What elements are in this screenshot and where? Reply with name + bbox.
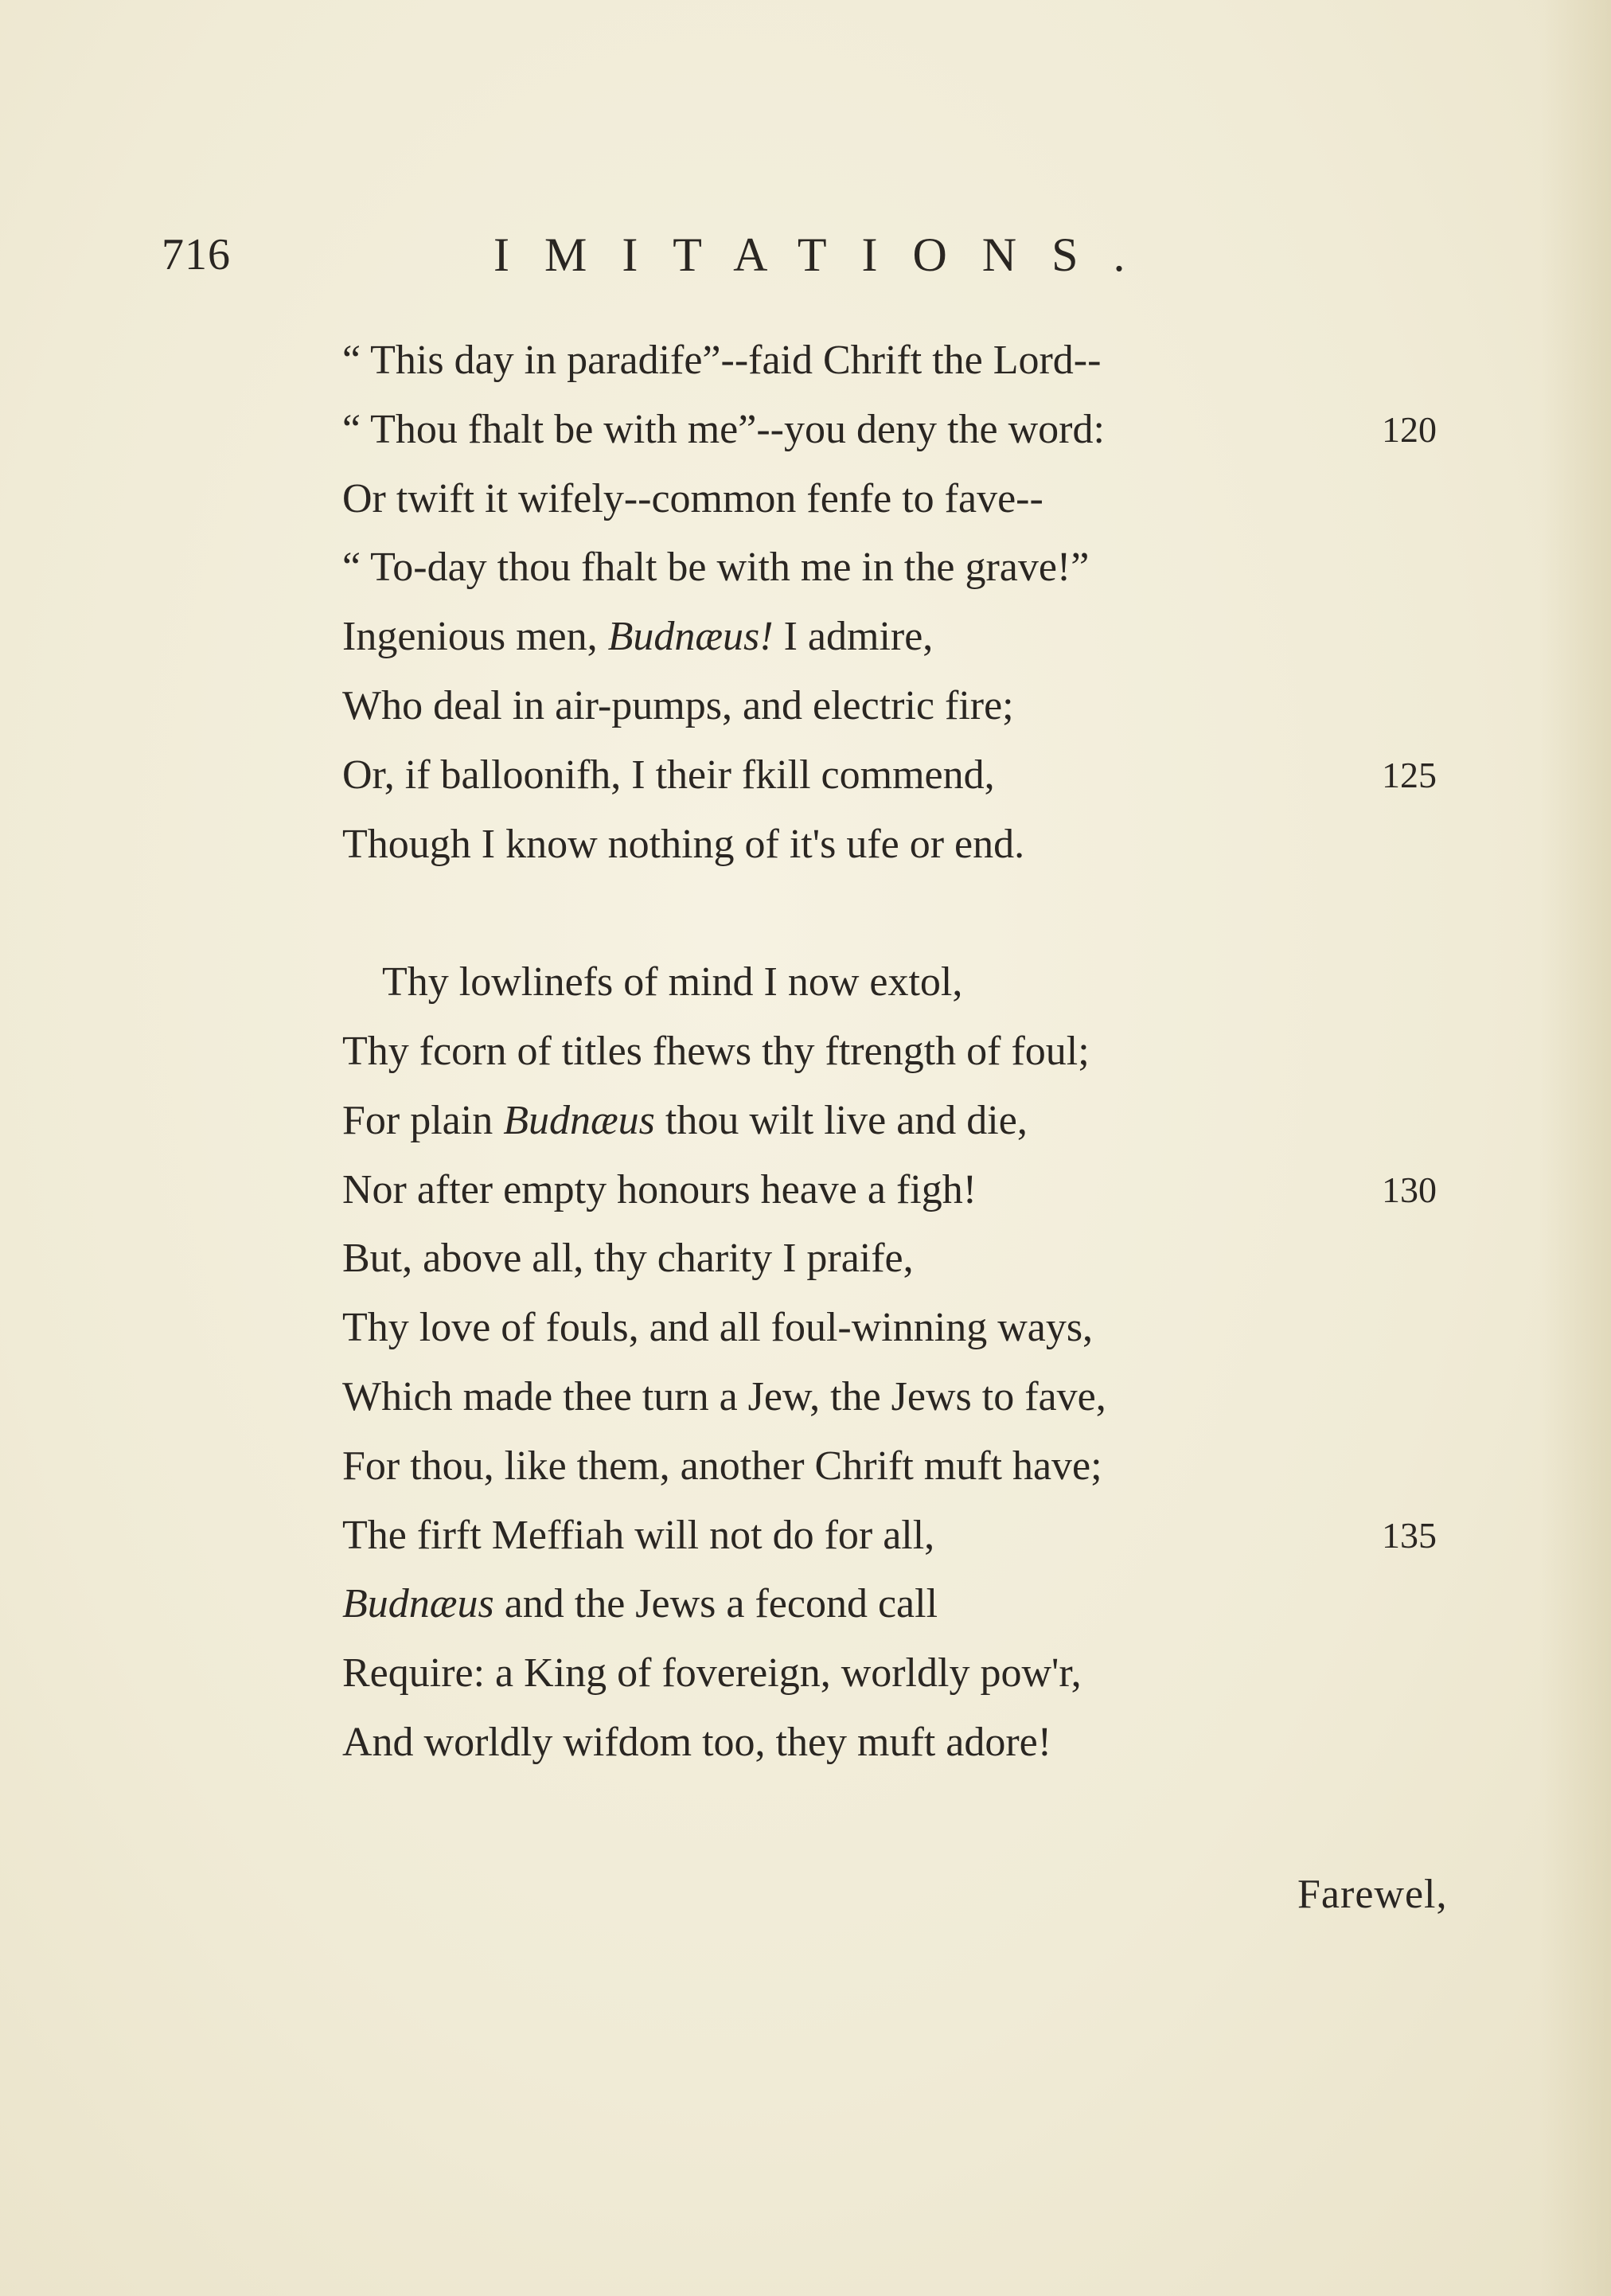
poem-line [342, 533, 1457, 603]
line-text: The firft Meffiah will not do for all, [342, 1512, 935, 1558]
line-italic: Budnæus [503, 1097, 655, 1143]
line-text: Though I know nothing of it's ufe or end. [342, 821, 1025, 867]
poem-line [342, 603, 1457, 672]
line-text-end: and the Jews a fecond call [493, 1581, 938, 1627]
poem-line [342, 1363, 1457, 1432]
line-text: Ingenious men, [342, 614, 608, 660]
poem-line [342, 1017, 1457, 1087]
poem-line [342, 1087, 1457, 1156]
line-text: Nor after empty honours heave a figh! [342, 1166, 977, 1212]
line-italic: Budnæus! [607, 614, 774, 660]
line-italic: Budnæus [342, 1581, 494, 1627]
line-text: “ Thou fhalt be with me”--you deny the word: [342, 406, 1105, 452]
poem-line [342, 465, 1457, 534]
poem-line [342, 741, 1457, 810]
line-text-end: I admire, [773, 614, 934, 660]
line-text: Or twift it wifely--common fenfe to fave-- [342, 475, 1043, 521]
poem-line [342, 672, 1457, 741]
line-number: 135 [1382, 1514, 1437, 1556]
poem-body [342, 326, 1457, 1778]
line-text: But, above all, thy charity I praife, [342, 1236, 914, 1282]
line-number: 120 [1382, 408, 1437, 450]
page-number: 716 [162, 230, 231, 279]
line-text: Who deal in air-pumps, and electric fire; [342, 682, 1014, 728]
poem-line [342, 810, 1457, 880]
poem-line [342, 1501, 1457, 1571]
line-text-end: thou wilt live and die, [654, 1097, 1028, 1143]
poem-line [342, 326, 1457, 396]
line-text: For plain [342, 1097, 504, 1143]
poem-line [342, 1432, 1457, 1501]
line-text: Thy love of fouls, and all foul-winning ways, [342, 1305, 1094, 1351]
poem-line [342, 948, 1457, 1017]
poem-line [342, 1639, 1457, 1708]
poem-line [342, 1570, 1457, 1639]
poem-line [342, 1294, 1457, 1363]
poem-line [342, 1708, 1457, 1778]
line-text: Thy fcorn of titles fhews thy ftrength of foul; [342, 1028, 1090, 1074]
line-text: Or, if balloonifh, I their fkill commend, [342, 752, 995, 798]
poem-line [342, 1224, 1457, 1294]
line-number: 130 [1382, 1169, 1437, 1210]
running-title: IMITATIONS. [493, 228, 1160, 281]
line-number: 125 [1382, 754, 1437, 795]
line-text: Require: a King of fovereign, worldly pow'r, [342, 1650, 1082, 1697]
line-text: And worldly wifdom too, they muft adore! [342, 1719, 1052, 1765]
line-text: “ To-day thou fhalt be with me in the grave!” [342, 545, 1090, 591]
page-edge-shadow [1539, 0, 1611, 2296]
poem-line [342, 1156, 1457, 1225]
poem-line [342, 396, 1457, 465]
catchword: Farewel, [1297, 1872, 1448, 1917]
line-text: “ This day in paradife”--faid Chrift the Lord-- [342, 338, 1102, 383]
line-text: Thy lowlinefs of mind I now extol, [382, 959, 963, 1005]
line-text: For thou, like them, another Chrift muft have; [342, 1443, 1102, 1489]
stanza-break [342, 879, 1457, 948]
line-text: Which made thee turn a Jew, the Jews to fave, [342, 1373, 1106, 1419]
